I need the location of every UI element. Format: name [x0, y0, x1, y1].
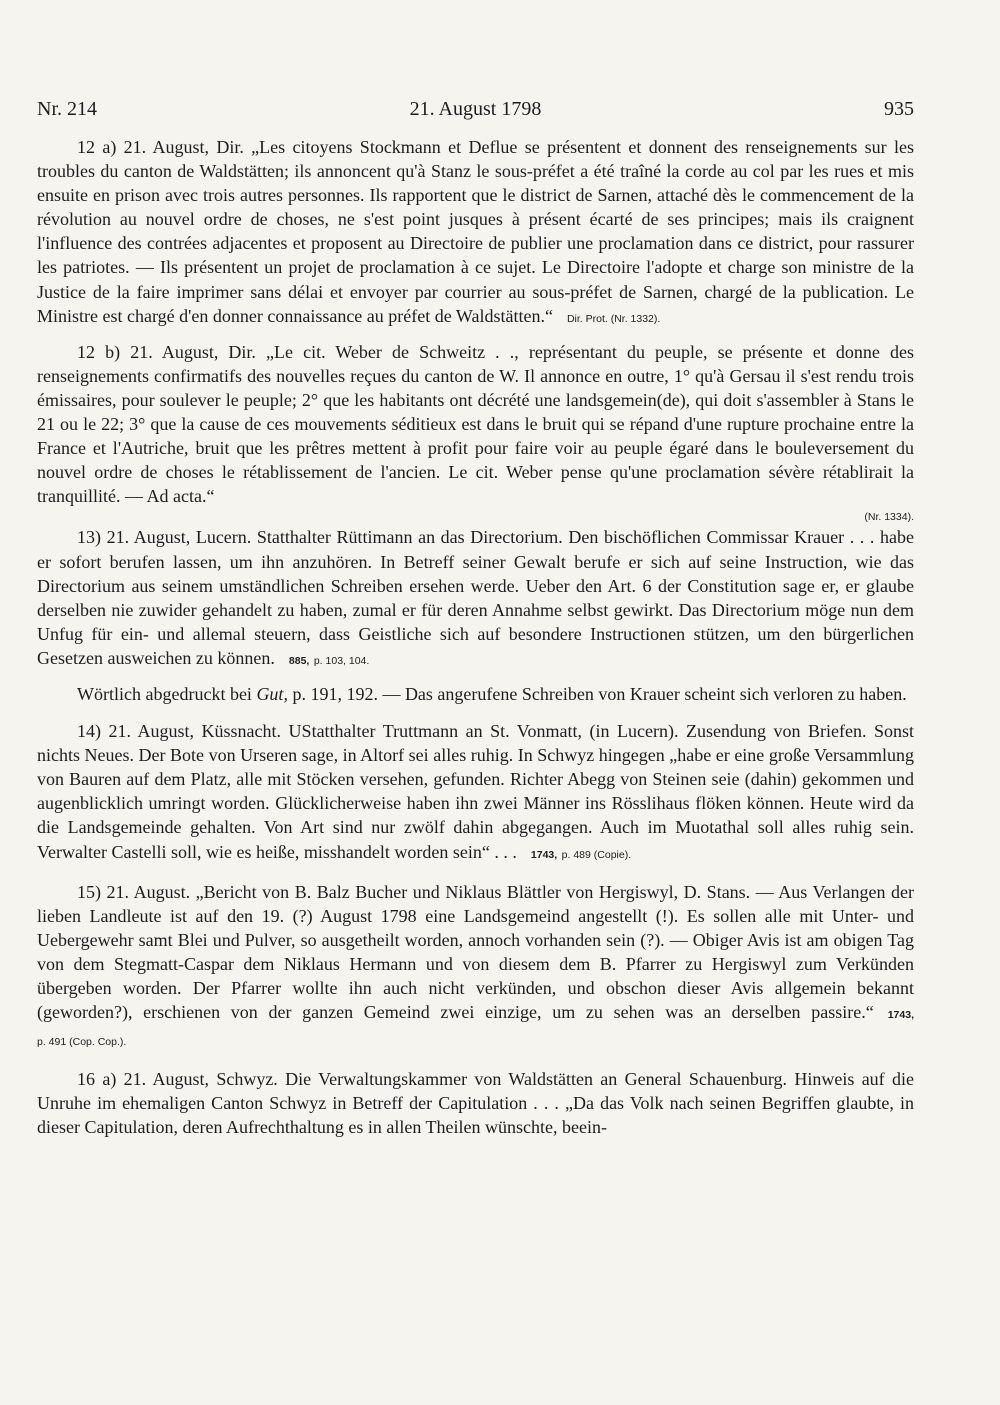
entry-16a: [37, 1067, 914, 1139]
entry-14-reference-pages: p. 489 (Copie).: [561, 848, 632, 861]
header-date: 21. August 1798: [409, 98, 542, 120]
entry-12a-reference: Dir. Prot. (Nr. 1332).: [566, 312, 661, 325]
document-page: [37, 98, 914, 1149]
entry-15-reference-pages: p. 491 (Cop. Cop.).: [37, 1036, 127, 1049]
entry-13-note-author: Gut,: [256, 683, 288, 704]
entry-16a-text: 16 a) 21. August, Schwyz. Die Verwaltungskammer von Waldstätten an General Schauenburg. Hinweis auf die Unruhe im ehemaligen Canton Schwyz in Betreff der Capitulation . . . „Da das Volk nach seinen Begriffen glaubte, in dieser Capitulation, deren Aufrechthaltung es in allen Theilen wünschte, beein-: [37, 1069, 914, 1138]
entry-13-note: [37, 682, 914, 706]
entry-12a: [37, 135, 914, 331]
page-number: 935: [884, 98, 914, 120]
document-number: Nr. 214: [37, 98, 97, 120]
entry-13-reference-pages: p. 103, 104.: [313, 654, 370, 667]
entry-12b-reference: (Nr. 1334).: [864, 511, 914, 524]
entry-13-text: 13) 21. August, Lucern. Statthalter Rüttimann an das Directorium. Den bischöflichen Commissar Krauer . . . habe er sofort berufen lassen, um ihn anzuhören. In Betreff seiner Gewalt berufe er sich auf seine Instruction, wie das Directorium aus seinem umständlichen Schreiben ersehen werde. Ueber den Art. 6 der Constitution sage er, er glaube derselben nie zuwider gehandelt zu haben, zumal er für deren Annahme selbst gewirkt. Das Directorium möge nun dem Unfug für ein- und allemal steuern, dass Geistliche sich auf besondere Instructionen stützen, um den bürgerlichen Gesetzen ausweichen zu können.: [37, 527, 914, 668]
page-header: [37, 98, 914, 121]
entry-14: [37, 719, 914, 867]
entry-14-text: 14) 21. August, Küssnacht. UStatthalter Truttmann an St. Vonmatt, (in Lucern). Zusendung von Briefen. Sonst nichts Neues. Der Bote von Urseren sage, in Altorf sei alles ruhig. In Schwyz hingegen „habe er eine große Versammlung von Bauren auf dem Platz, alle mit Stöcken versehen, gefunden. Richter Abegg von Steinen seie (dahin) gekommen und augenblicklich umringt worden. Glücklicherweise haben ihn zwei Männer ins Rösslihaus flöken können. Heute wird da die Landsgemeinde gehalten. Von Art sind nur zwölf dahin abgegangen. Auch im Muotathal soll alles ruhig sein. Verwalter Castelli soll, wie es heiße, misshandelt worden sein“ . . .: [37, 721, 914, 862]
entry-13-note-before: Wörtlich abgedruckt bei: [77, 683, 257, 704]
entry-15-text: 15) 21. August. „Bericht von B. Balz Bucher und Niklaus Blättler von Hergiswyl, D. Stans. — Aus Verlangen der lieben Landleute ist auf den 19. (?) August 1798 eine Landsgemeind angestellt (!). Es sollen alle mit Unter- und Uebergewehr samt Blei und Pulver, so ausgetheilt worden, annoch vorhanden sein (?). — Obiger Avis ist am obigen Tag von dem Stegmatt-Caspar dem Niklaus Hermann und von diesem dem B. Pfarrer zu Hergiswyl zum Verkünden übergeben worden. Der Pfarrer wollte ihn auch nicht verkünden, und obschon dieser Avis allgemein bekannt (geworden?), erschienen von der ganzen Gemeind zwei einzige, um zu sehen was an derselben passire.“: [37, 881, 914, 1023]
entry-15-reference-number: 1743,: [887, 1009, 914, 1022]
entry-12a-text: 12 a) 21. August, Dir. „Les citoyens Stockmann et Deflue se présentent et donnent des renseignements sur les troubles du canton de Waldstätten; ils annoncent qu'à Stanz le sous-préfet a été traîné la corde au col par les rues et mis ensuite en prison avec trois autres personnes. Ils rapportent que le district de Sarnen, attaché dès le commencement de la révolution au nouvel ordre de choses, ne s'est point jusques à présent écarté de ses principes; mais ils craignent l'influence des contrées adjacentes et proposent au Directoire de publier une proclamation dans ce district, pour rassurer les patriotes. — Ils présentent un projet de proclamation à ce sujet. Le Directoire l'adopte et charge son ministre de la Justice de la faire imprimer sans délai et envoyer par courrier au sous-préfet de Sarnen, chargé de la publication. Le Ministre est chargé d'en donner connaissance au préfet de Waldstätten.“: [37, 137, 914, 326]
entry-13-note-after: p. 191, 192. — Das angerufene Schreiben von Krauer scheint sich verloren zu haben.: [287, 683, 907, 704]
entry-15: [37, 880, 914, 1055]
entry-13-reference-number: 885,: [288, 654, 310, 667]
entry-12b: [37, 340, 914, 509]
entry-14-reference-number: 1743,: [530, 848, 558, 861]
entry-12b-text: 12 b) 21. August, Dir. „Le cit. Weber de Schweitz . ., représentant du peuple, se présente et donne des renseignements confirmatifs des nouvelles reçues du canton de W. Il annonce en outre, 1° qu'à Gersau il s'est rendu trois émissaires, pour soulever le peuple; 2° que les habitants ont décrété une landsgemein(de), qui doit s'assembler à Stans le 21 ou le 22; 3° que la cause de ces mouvements séditieux est dans le bruit qui se répand d'une rupture prochaine entre la France et l'Autriche, bruit que les prêtres mettent à profit pour faire voir au peuple égaré dans le bouleversement du nouvel ordre de choses le rétablissement de l'ancien. Le cit. Weber pense qu'une proclamation sévère rétablirait la tranquillité. — Ad acta.“: [37, 341, 914, 507]
entry-13: [37, 525, 914, 673]
